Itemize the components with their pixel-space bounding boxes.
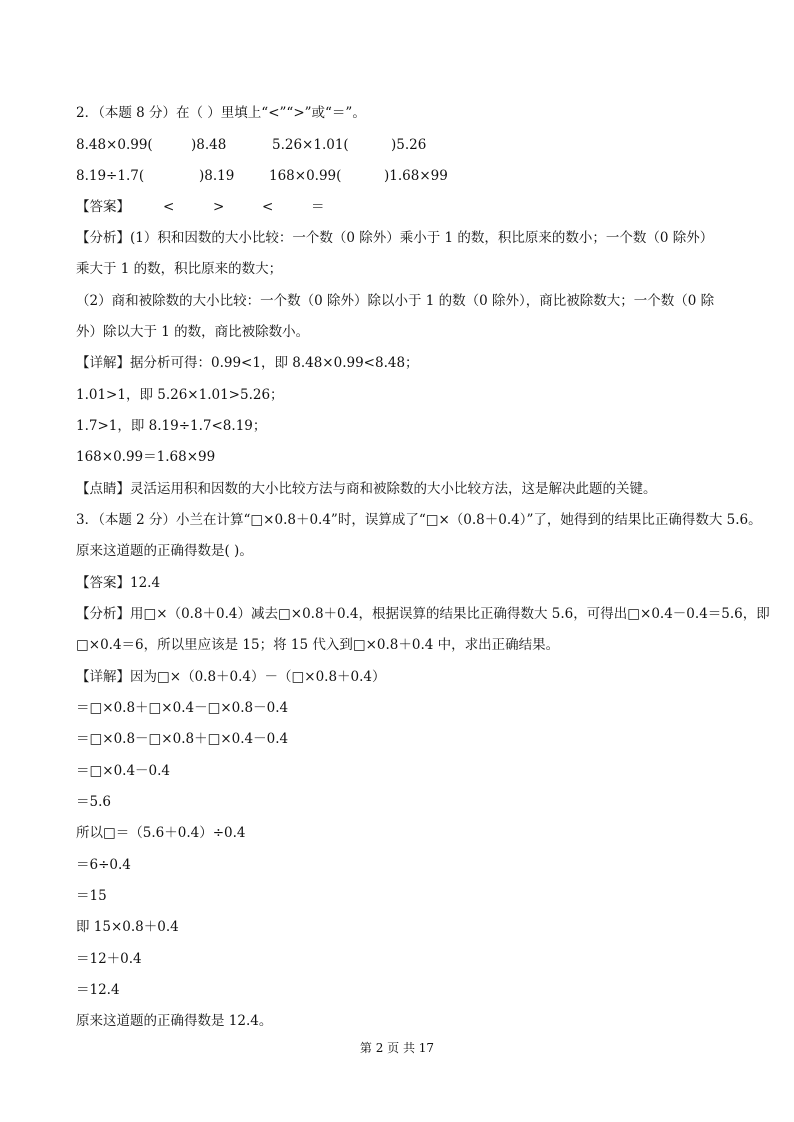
q3-answer: 【答案】12.4 bbox=[76, 575, 161, 591]
q3-detail-5: ＝5.6 bbox=[76, 794, 111, 810]
q2-item-1-left: 8.48×0.99( bbox=[76, 137, 153, 153]
q3-analysis-b: □×0.4＝6，所以里应该是 15；将 15 代入到□×0.8＋0.4 中，求出正确结果。 bbox=[76, 637, 560, 653]
q2-comment: 【点睛】灵活运用积和因数的大小比较方法与商和被除数的大小比较方法，这是解决此题的关键。 bbox=[76, 481, 657, 497]
q2-detail-3: 1.7>1，即 8.19÷1.7<8.19； bbox=[76, 418, 267, 434]
q2-analysis-1b: 乘大于 1 的数，积比原来的数大； bbox=[76, 261, 283, 277]
q2-title: 2．（本题 8 分）在（ ）里填上“<”“>”或“＝”。 bbox=[76, 105, 366, 121]
q3-detail-10: ＝12＋0.4 bbox=[76, 951, 142, 967]
q3-detail-6: 所以□＝（5.6＋0.4）÷0.4 bbox=[76, 825, 246, 841]
q3-detail-7: ＝6÷0.4 bbox=[76, 857, 131, 873]
page-footer: 第 2 页 共 17 bbox=[359, 1041, 435, 1055]
q3-detail-9: 即 15×0.8＋0.4 bbox=[76, 919, 179, 935]
q2-answer-3: < bbox=[262, 199, 274, 215]
q2-answer-1: < bbox=[163, 199, 175, 215]
q2-detail-2: 1.01>1，即 5.26×1.01>5.26； bbox=[76, 387, 284, 403]
q2-detail-4: 168×0.99＝1.68×99 bbox=[76, 449, 216, 465]
q3-detail-4: ＝□×0.4－0.4 bbox=[76, 763, 171, 779]
q2-answer-4: ＝ bbox=[311, 199, 325, 215]
q2-analysis-2b: 外）除以大于 1 的数，商比被除数小。 bbox=[76, 324, 310, 340]
q2-detail-1: 【详解】据分析可得：0.99<1，即 8.48×0.99<8.48； bbox=[76, 355, 419, 371]
q2-answer-label: 【答案】 bbox=[76, 199, 130, 215]
q2-item-3-left: 8.19÷1.7( bbox=[76, 168, 145, 184]
q2-item-2-left: 5.26×1.01( bbox=[272, 137, 349, 153]
q2-analysis-2a: （2）商和被除数的大小比较：一个数（0 除外）除以小于 1 的数（0 除外），商比被除数大；一个数（0 除 bbox=[76, 293, 715, 309]
q2-item-3-right: )8.19 bbox=[199, 168, 235, 184]
q3-detail-8: ＝15 bbox=[76, 888, 107, 904]
q3-detail-1: 【详解】因为□×（0.8＋0.4）－（□×0.8＋0.4） bbox=[76, 669, 386, 685]
q3-detail-11: ＝12.4 bbox=[76, 982, 120, 998]
q3-detail-12: 原来这道题的正确得数是 12.4。 bbox=[76, 1013, 273, 1029]
q2-item-2-right: )5.26 bbox=[391, 137, 427, 153]
q3-analysis-a: 【分析】用□×（0.8＋0.4）减去□×0.8＋0.4，根据误算的结果比正确得数大 5.6，可得出□×0.4－0.4＝5.6，即 bbox=[76, 606, 770, 622]
q2-analysis-1a: 【分析】(1）积和因数的大小比较：一个数（0 除外）乘小于 1 的数，积比原来的数小；一个数（0 除外） bbox=[76, 230, 714, 246]
q3-title-b: 原来这道题的正确得数是( )。 bbox=[76, 543, 253, 559]
q2-item-4-left: 168×0.99( bbox=[269, 168, 342, 184]
q2-item-1-right: )8.48 bbox=[191, 137, 227, 153]
q2-item-4-right: )1.68×99 bbox=[384, 168, 448, 184]
q3-detail-2: ＝□×0.8＋□×0.4－□×0.8－0.4 bbox=[76, 700, 289, 716]
q3-detail-3: ＝□×0.8－□×0.8＋□×0.4－0.4 bbox=[76, 731, 289, 747]
q2-answer-2: > bbox=[213, 199, 225, 215]
q3-title-a: 3．（本题 2 分）小兰在计算“□×0.8＋0.4”时，误算成了“□×（0.8＋0.4）”了，她得到的结果比正确得数大 5.6。 bbox=[76, 512, 762, 528]
